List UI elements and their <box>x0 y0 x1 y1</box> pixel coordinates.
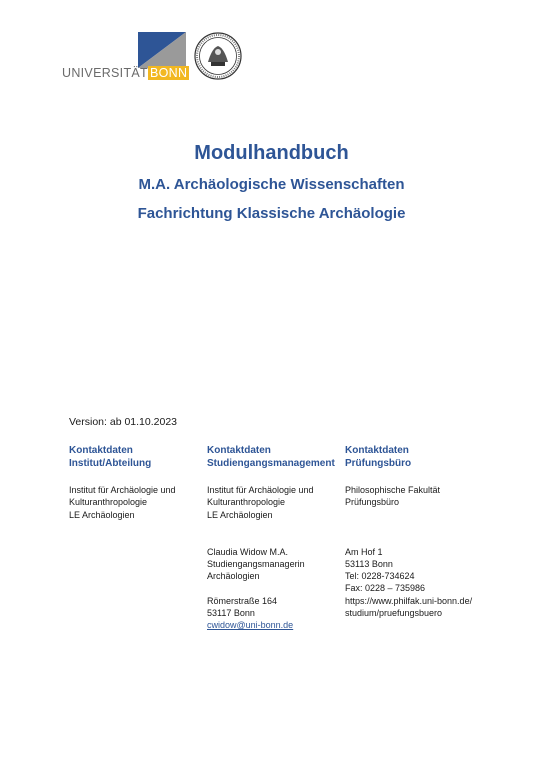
university-seal-icon <box>194 32 242 80</box>
contact-person-block <box>207 546 347 583</box>
email-link[interactable]: cwidow@uni-bonn.de <box>207 620 294 631</box>
contact-address-block <box>207 595 347 632</box>
document-title: Modulhandbuch <box>194 142 349 164</box>
contact-line: Kulturanthropologie <box>69 497 148 508</box>
contact-line: 53113 Bonn <box>345 558 393 569</box>
contact-block <box>69 484 209 521</box>
university-logo-mark-icon <box>138 32 186 68</box>
contact-column-examination-office <box>345 444 515 619</box>
logo-word-bonn: BONN <box>149 66 188 80</box>
contact-block <box>345 484 515 509</box>
contact-line: Claudia Widow M.A. <box>207 546 289 557</box>
contact-line: Archäologien <box>207 571 260 582</box>
contact-line: Am Hof 1 <box>345 546 383 557</box>
contact-heading <box>207 444 347 470</box>
contact-address-block <box>345 546 515 620</box>
contact-line: 53117 Bonn <box>207 608 255 619</box>
direction-title: Fachrichtung Klassische Archäologie <box>137 205 406 222</box>
heading-line: Kontaktdaten <box>69 445 133 456</box>
contact-line: Kulturanthropologie <box>207 497 286 508</box>
heading-line: Institut/Abteilung <box>69 458 152 469</box>
website-link-continued[interactable]: studium/pruefungsbuero <box>345 608 443 619</box>
university-logo-wordmark <box>62 66 189 80</box>
contact-line: Studiengangsmanagerin <box>207 559 305 570</box>
contact-line: Prüfungsbüro <box>345 497 400 508</box>
website-link[interactable]: https://www.philfak.uni-bonn.de/ <box>345 595 473 606</box>
logo-word-universitaet: UNIVERSITÄT <box>62 66 148 80</box>
phone-text: Tel: 0228-734624 <box>345 571 415 582</box>
contact-line: Römerstraße 164 <box>207 595 278 606</box>
contact-heading <box>69 444 209 470</box>
contact-column-program-management <box>207 444 347 632</box>
contact-block <box>207 484 347 521</box>
contact-line: LE Archäologien <box>207 509 273 520</box>
contact-line: Institut für Archäologie und <box>207 485 314 495</box>
heading-line: Kontaktdaten <box>207 445 271 456</box>
contact-line: Philosophische Fakultät <box>345 485 441 495</box>
heading-line: Studiengangsmanagement <box>207 458 335 469</box>
heading-line: Prüfungsbüro <box>345 458 412 469</box>
fax-text: Fax: 0228 – 735986 <box>345 583 426 594</box>
contact-heading <box>345 444 515 470</box>
contact-line: Institut für Archäologie und <box>69 485 176 495</box>
program-title: M.A. Archäologische Wissenschaften <box>138 176 405 193</box>
contact-line: LE Archäologien <box>69 509 135 520</box>
version-text: Version: ab 01.10.2023 <box>69 416 178 428</box>
contact-column-institute <box>69 444 209 521</box>
heading-line: Kontaktdaten <box>345 445 409 456</box>
